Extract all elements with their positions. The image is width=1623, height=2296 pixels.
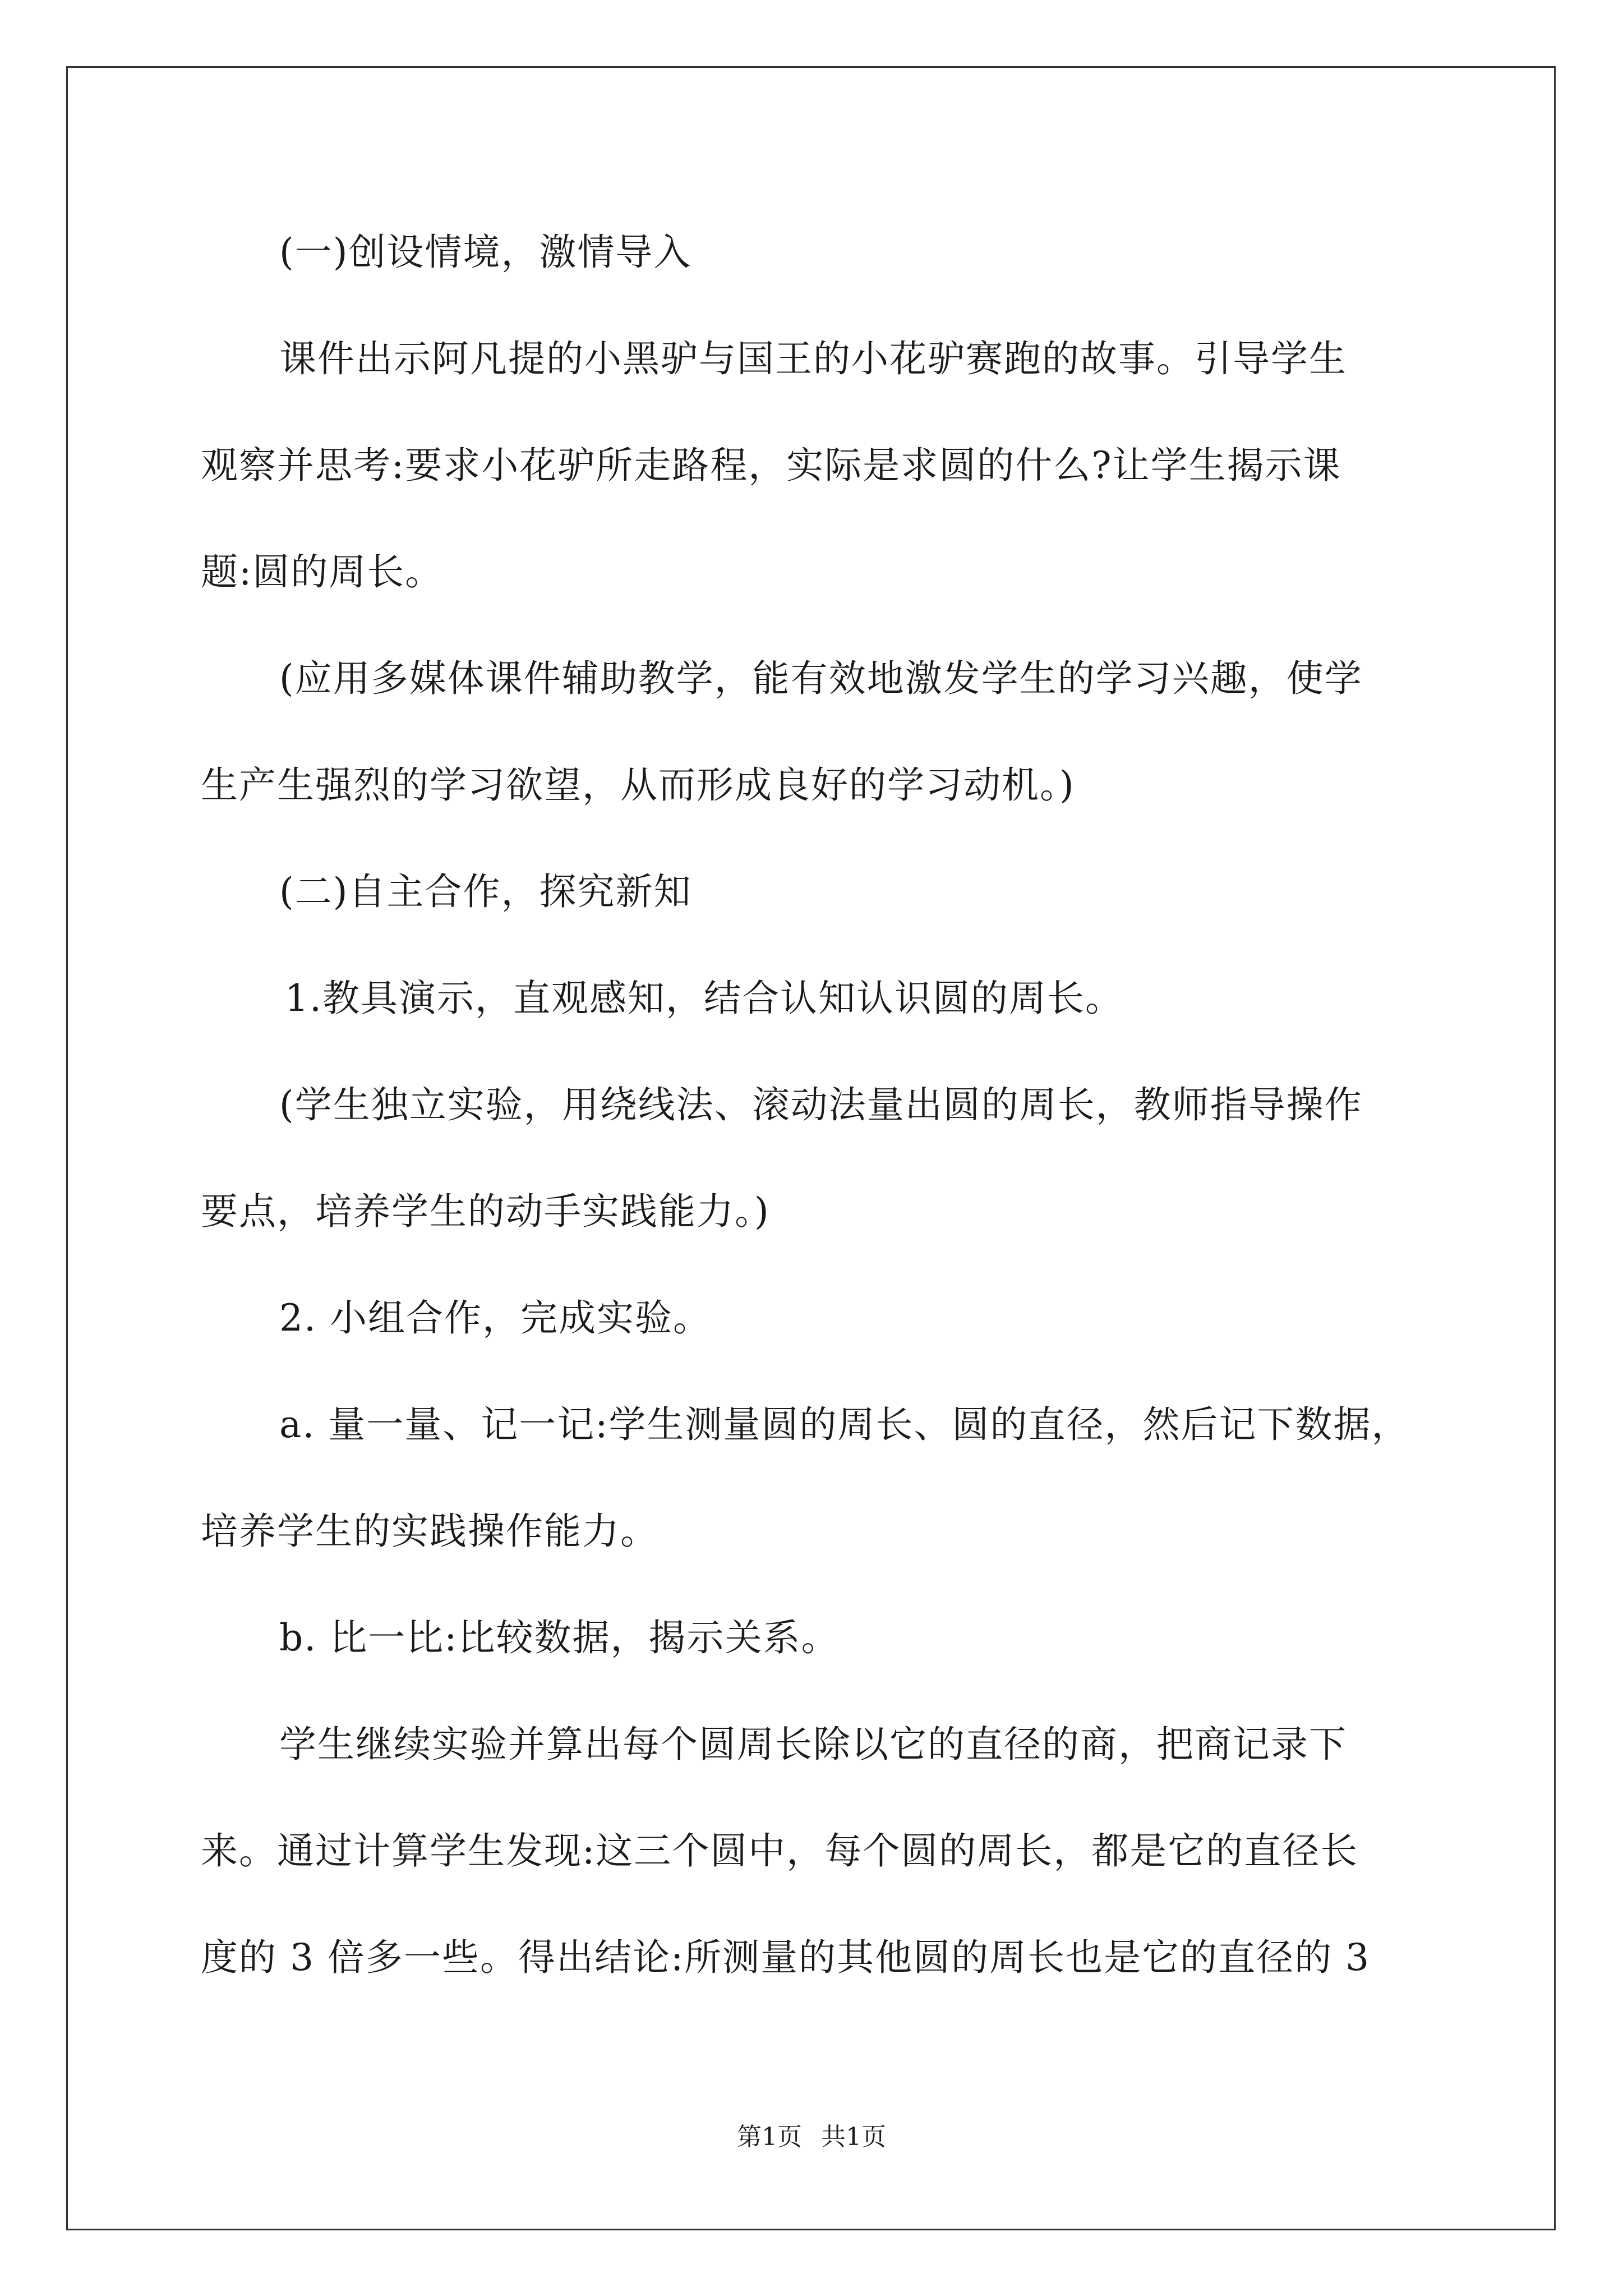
page-border bbox=[66, 66, 1556, 2230]
paragraph-line: 课件出示阿凡提的小黑驴与国王的小花驴赛跑的故事。引导学生 bbox=[279, 337, 1347, 380]
page-footer bbox=[0, 2120, 1623, 2154]
page-total: 共1页 bbox=[821, 2123, 886, 2151]
paragraph-line: 培养学生的实践操作能力。 bbox=[201, 1510, 658, 1553]
list-item: b. 比一比:比较数据，揭示关系。 bbox=[279, 1616, 840, 1659]
list-item: 1.教具演示，直观感知，结合认知认识圆的周长。 bbox=[285, 977, 1123, 1020]
paragraph-line: 度的 3 倍多一些。得出结论:所测量的其他圆的周长也是它的直径的 3 bbox=[201, 1936, 1371, 1979]
section-heading-2: (二)自主合作，探究新知 bbox=[279, 870, 692, 913]
paragraph-line: 观察并思考:要求小花驴所走路程，实际是求圆的什么?让学生揭示课 bbox=[201, 444, 1341, 487]
paragraph-line: (应用多媒体课件辅助教学，能有效地激发学生的学习兴趣，使学 bbox=[279, 657, 1363, 700]
section-heading-1: (一)创设情境，激情导入 bbox=[279, 231, 692, 274]
paragraph-line: 题:圆的周长。 bbox=[201, 550, 444, 593]
list-item: a. 量一量、记一记:学生测量圆的周长、圆的直径，然后记下数据， bbox=[279, 1403, 1410, 1446]
paragraph-line: 来。通过计算学生发现:这三个圆中，每个圆的周长，都是它的直径长 bbox=[201, 1829, 1359, 1872]
page-number: 第1页 bbox=[737, 2123, 802, 2151]
paragraph-line: 要点，培养学生的动手实践能力。) bbox=[201, 1190, 770, 1233]
paragraph-line: 学生继续实验并算出每个圆周长除以它的直径的商，把商记录下 bbox=[279, 1723, 1347, 1766]
paragraph-line: 生产生强烈的学习欲望，从而形成良好的学习动机。) bbox=[201, 763, 1075, 807]
paragraph-line: (学生独立实验，用绕线法、滚动法量出圆的周长，教师指导操作 bbox=[279, 1083, 1363, 1126]
list-item: 2. 小组合作，完成实验。 bbox=[279, 1296, 711, 1340]
